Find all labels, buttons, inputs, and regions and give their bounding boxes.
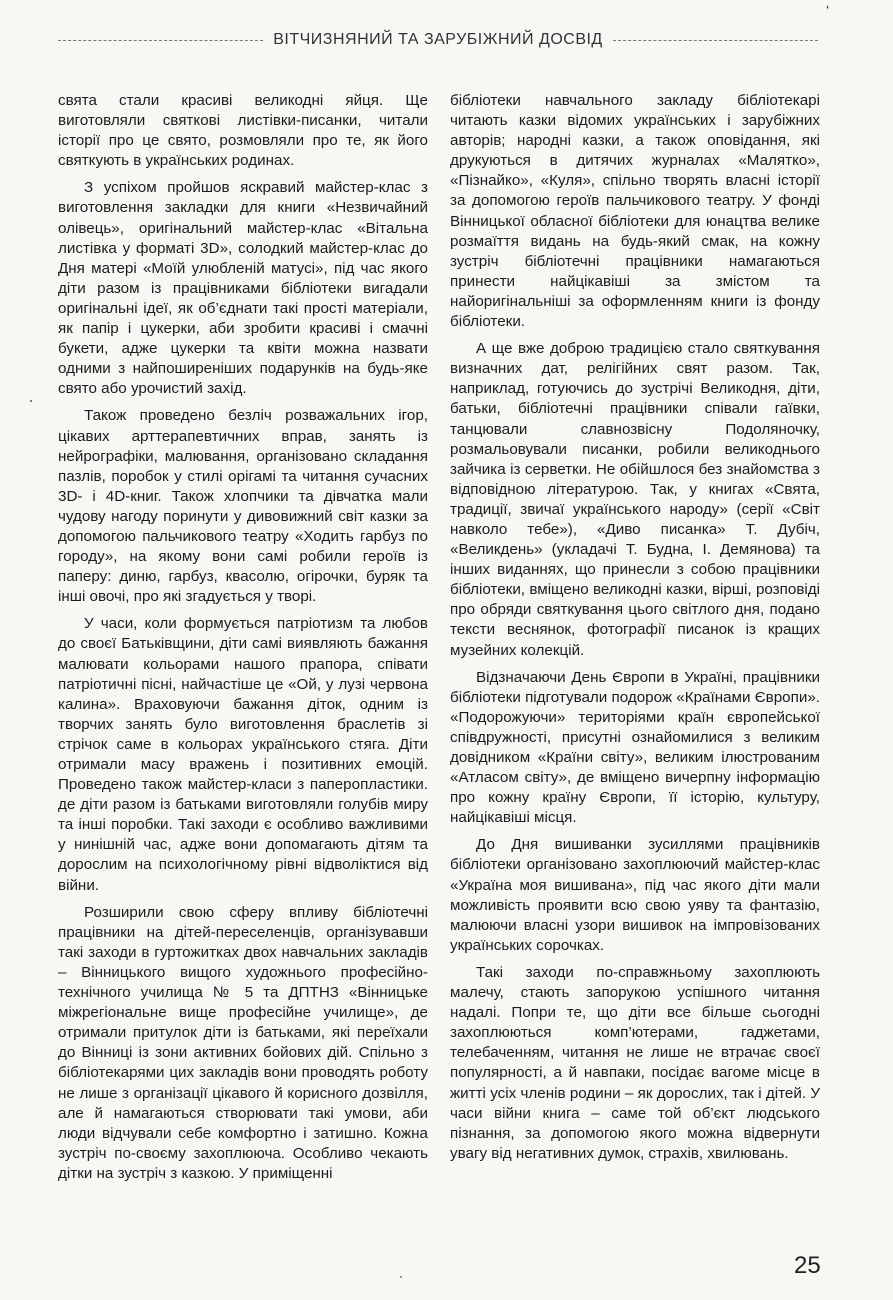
corner-mark: ‘ (826, 2, 830, 18)
paragraph: Розширили свою сферу впливу бібліотечні працівники на дітей-переселенців, організувавши такі заходи в гуртожитках двох навчальних закладів – Вінницького вищого художнього професійно-технічного училища № 5 та ДПТНЗ «Вінницьке міжрегіональне вище професійне училище», де отримали притулок діти із батьками, які переїхали до Вінниці із зони активних бойових дій. Спільно з бібліотекарями цих закладів вони проводять роботу не лише з організації цікавого й корисного дозвілля, але й намагаються створювати такі умови, аби люди відчували себе комфортно і затишно. Кожна зустріч по-своєму захоплююча. Особливо чекають дітки на зустріч з казкою. У приміщенні (58, 903, 428, 1182)
page-number: 25 (794, 1252, 821, 1279)
right-column (450, 91, 820, 1171)
paragraph: бібліотеки навчального закладу бібліотекарі читають казки відомих українських і зарубіжних авторів; народні казки, а також оповідання, які друкуються в дитячих журналах «Малятко», «Пізнайко», «Куля», спільно творять власні історії за допомогою героїв пальчикового театру. У фонді Вінницької обласної бібліотеки для юнацтва велике розмаїття видань на будь-який смак, на кожну зустріч бібліотечні працівники намагаються принести найцікавіші за змістом та найоригінальніші за оформленням книги із фонду бібліотеки. (450, 92, 820, 331)
paragraph: свята стали красиві великодні яйця. Ще виготовляли святкові листівки-писанки, читали історії про це свято, розмовляли про те, як його святкують в українських родинах. (58, 92, 428, 170)
paragraph: До Дня вишиванки зусиллями працівників бібліотеки організовано захоплюючий майстер-клас «Україна моя вишивана», під час якого діти мали можливість проявити всю свою уяву та фантазію, малюючи власні узори вишивок на імпровізованих українських сорочках. (450, 836, 820, 954)
paragraph: З успіхом пройшов яскравий майстер-клас з виготовлення закладки для книги «Незвичайний олівець», оригінальний майстер-клас «Вітальна листівка у форматі 3D», солодкий майстер-клас до Дня матері «Моїй улюбленій матусі», під час якого діти разом із працівниками бібліотеки вигадали оригінальні ідеї, як об’єднати такі прості матеріали, як папір і цукерки, аби зробити красиві і смачні букети, адже цукерки та квіти можна назвати одними з найпоширеніших подарунків на будь-яке свято або урочистий захід. (58, 179, 428, 398)
paragraph: Такі заходи по-справжньому захоплюють малечу, стають запорукою успішного читання надалі. Попри те, що діти все більше сьогодні захоплюються комп’ютерами, гаджетами, телебаченням, читання не лише не втрачає своєї популярності, а й навпаки, посідає вагоме місце в житті усіх членів родини – як дорослих, так і дітей. У часи війни книга – саме той об’єкт людського пізнання, за допомогою якого можна відвернути увагу від негативних думок, страхів, хвилювань. (450, 963, 820, 1162)
header-rule-right (613, 40, 818, 41)
paragraph: А ще вже доброю традицією стало святкування визначних дат, релігійних свят разом. Так, наприклад, готуючись до зустрічі Великодня, діти, батьки, бібліотечні працівники співали гаївки, танцювали славнозвісну Подоляночку, розмальовували писанки, робили великоднього зайчика із серветки. Не обійшлося без знайомства з відповідною літературою. Так, у книгах «Свята, традиції, звичаї українського народу» (серії «Світ навколо тебе»), «Диво писанка» Т. Дубіч, «Великдень» (укладачі Т. Будна, І. Демянова) та інших виданнях, що принесли з собою працівники бібліотеки, вміщено великодні казки, вірші, розповіді про обряди святкування цього світлого дня, подано тексти веснянок, фотографії писанок із кращих музейних колекцій. (450, 340, 820, 659)
header-rule-left (58, 40, 263, 41)
paragraph: Також проведено безліч розважальних ігор, цікавих арттерапевтичних вправ, занять із нейрографіки, малювання, організовано складання пазлів, поробок у стилі орігамі та читання сучасних 3D- і 4D-книг. Також хлопчики та дівчатка мали чудову нагоду поринути у дивовижний світ казки за допомогою пальчикового театру «Ходить гарбуз по городу», на якому вони самі робили героїв із паперу: диню, гарбуз, квасолю, огірочки, буряк та інші овочі, про які згадується у творі. (58, 407, 428, 606)
section-title: ВІТЧИЗНЯНИЙ ТА ЗАРУБІЖНИЙ ДОСВІД (273, 31, 603, 48)
scan-speck (30, 400, 32, 402)
paragraph: У часи, коли формується патріотизм та любов до своєї Батьківщини, діти самі виявляють бажання малювати кольорами нашого прапора, співати патріотичні пісні, найчастіше це «Ой, у лузі червона калина». Враховуючи бажання діток, одним із творчих занять було виготовлення браслетів зі стрічок саме в кольорах українського стяга. Діти отримали масу вражень і позитивних емоцій. Проведено також майстер-класи з паперопластики. де діти разом із батьками виготовляли голубів миру та інші поробки. Такі заходи є особливо важливими у нинішній час, адже вони допомагають дітям та дорослим на психологічному рівні відволіктися від війни. (58, 615, 428, 894)
running-header (58, 26, 818, 54)
scan-speck (400, 1276, 402, 1278)
paragraph: Відзначаючи День Європи в Україні, працівники бібліотеки підготували подорож «Країнами Європи». «Подорожуючи» територіями країн європейської співдружності, присутні ознайомилися з великим довідником «Країни світу», великим ілюстрованим «Атласом світу», де вміщено вичерпну інформацію про кожну країну Європи, її історію, культуру, найцікавіші місця. (450, 668, 820, 827)
left-column (58, 91, 428, 1191)
